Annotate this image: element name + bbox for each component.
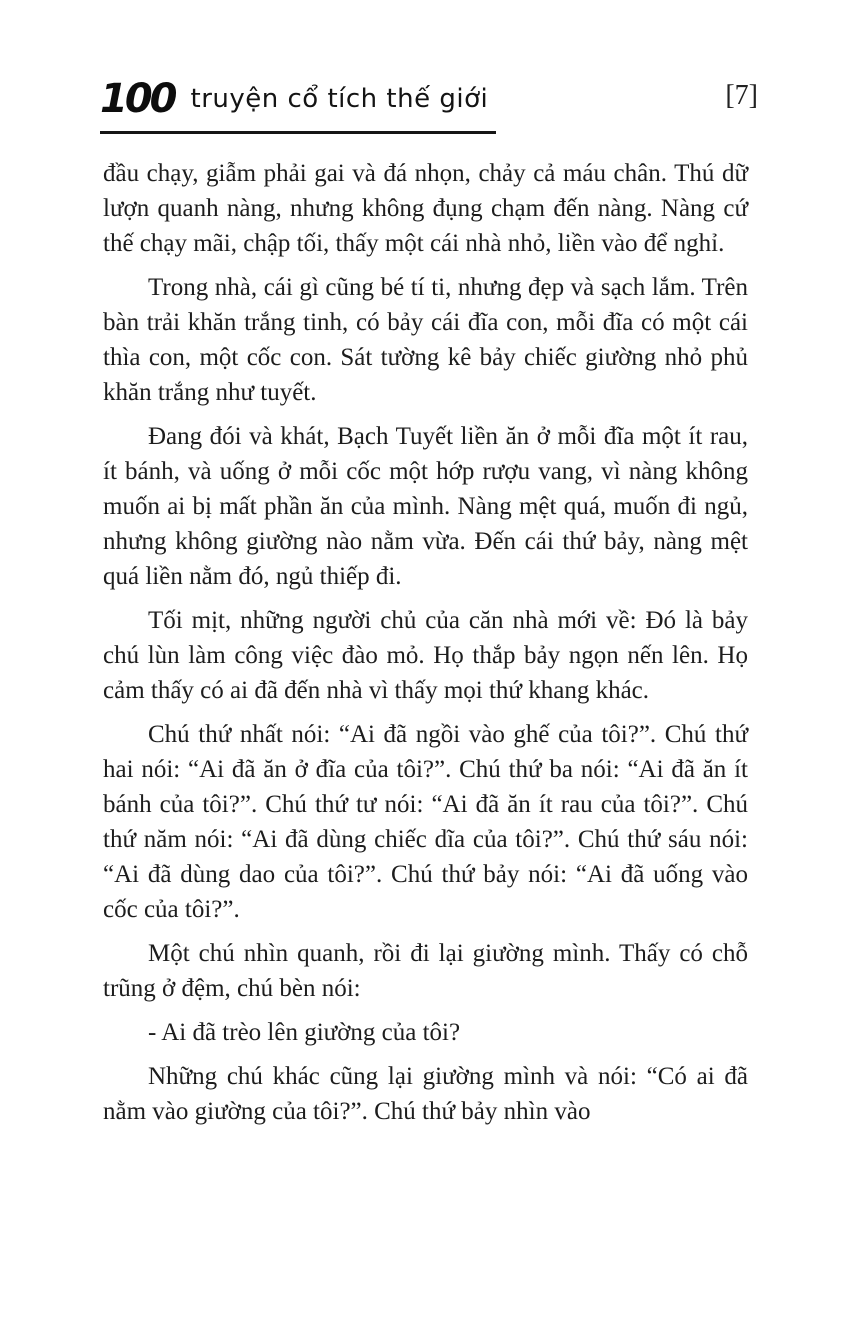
body-paragraph-dialogue: - Ai đã trèo lên giường của tôi? bbox=[148, 1019, 461, 1046]
page-header bbox=[100, 76, 758, 136]
body-paragraph: Chú thứ nhất nói: “Ai đã ngồi vào ghế của tôi?”. Chú thứ hai nói: “Ai đã ăn ở đĩa của tôi?”. Chú thứ ba nói: “Ai đã ăn ít bánh của tôi?”. Chú thứ tư nói: “Ai đã ăn ít rau của tôi?”. Chú thứ năm nói: “Ai đã dùng chiếc dĩa của tôi?”. Chú thứ sáu nói: “Ai đã dùng dao của tôi?”. Chú thứ bảy nói: “Ai đã uống vào cốc của tôi?”. bbox=[103, 721, 748, 923]
body-paragraph: Trong nhà, cái gì cũng bé tí ti, nhưng đẹp và sạch lắm. Trên bàn trải khăn trắng tinh, có bảy cái đĩa con, mỗi đĩa có một cái thìa con, một cốc con. Sát tường kê bảy chiếc giường nhỏ phủ khăn trắng như tuyết. bbox=[103, 274, 748, 406]
body-paragraph: Những chú khác cũng lại giường mình và nói: “Có ai đã nằm vào giường của tôi?”. Chú thứ bảy nhìn vào bbox=[103, 1063, 748, 1125]
series-logo-title: truyện cổ tích thế giới bbox=[190, 84, 489, 114]
body-paragraph: Một chú nhìn quanh, rồi đi lại giường mình. Thấy có chỗ trũng ở đệm, chú bèn nói: bbox=[103, 940, 748, 1002]
body-paragraph: đầu chạy, giẫm phải gai và đá nhọn, chảy cả máu chân. Thú dữ lượn quanh nàng, nhưng không đụng chạm đến nàng. Nàng cứ thế chạy mãi, chập tối, thấy một cái nhà nhỏ, liền vào để nghỉ. bbox=[103, 160, 748, 257]
body-paragraph: Đang đói và khát, Bạch Tuyết liền ăn ở mỗi đĩa một ít rau, ít bánh, và uống ở mỗi cốc một hớp rượu vang, vì nàng không muốn ai bị mất phần ăn của mình. Nàng mệt quá, muốn đi ngủ, nhưng không giường nào nằm vừa. Đến cái thứ bảy, nàng mệt quá liền nằm đó, ngủ thiếp đi. bbox=[103, 423, 748, 590]
body-paragraph: Tối mịt, những người chủ của căn nhà mới về: Đó là bảy chú lùn làm công việc đào mỏ. Họ thắp bảy ngọn nến lên. Họ cảm thấy có ai đã đến nhà vì thấy mọi thứ khang khác. bbox=[103, 607, 748, 704]
series-logo bbox=[100, 76, 496, 134]
page-body bbox=[103, 156, 748, 1138]
series-logo-number: 100 bbox=[100, 76, 175, 122]
page-number: [7] bbox=[725, 80, 758, 111]
